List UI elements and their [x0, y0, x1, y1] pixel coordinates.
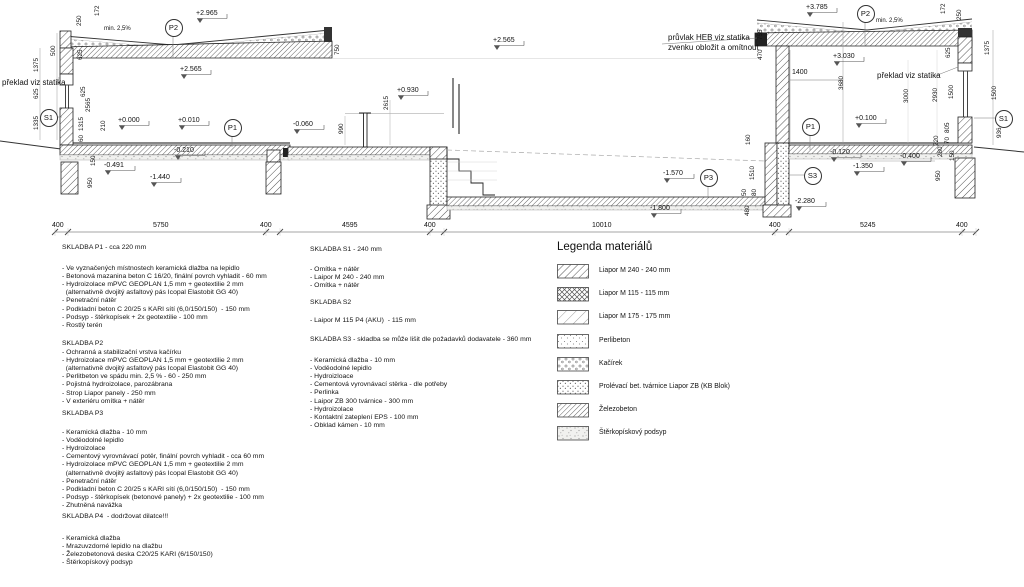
skladba-line: - Hydroizolace mPVC GEOPLAN 1,5 mm + geotextilie 2 mm [62, 281, 244, 289]
skladba-line: - Cementový vyrovnávací potěr, finální povrch vyhladit - cca 60 mm [62, 453, 265, 461]
legend-label: Kačírek [599, 359, 623, 367]
skladba-line: - Hydroizolace mPVC GEOPLAN 1,5 mm + geotextilie 2 mm [62, 461, 244, 469]
dimension-label: 1315 [78, 116, 85, 131]
skladba-line: - Podsyp - štěrkopísek (betonové panely) + 2x geotextilie - 100 mm [62, 493, 264, 501]
skladba-line: - Ochranná a stabilizační vrstva kačírku [62, 349, 181, 357]
skladba-line: - Podkladní beton C 20/25 s KARI sítí (6,0/150/150) - 150 mm [62, 485, 250, 493]
skladba-line: - Rostlý terén [62, 321, 103, 329]
skladba-s1-block [310, 246, 572, 290]
dimension-label: 2615 [383, 95, 390, 110]
elevation-label: +2.965 [196, 10, 218, 17]
legend-label: Perlibeton [599, 336, 631, 344]
elevation-label: +3.030 [833, 53, 855, 60]
section-marker-p1: P1 [224, 119, 242, 137]
p-m115-swatch [557, 287, 589, 302]
skladba-line: - Železobetonová deska C20/25 KARI (6/150/150) [62, 551, 213, 559]
elevation-label: -0.400 [900, 153, 920, 160]
legend-label: Liapor M 115 - 115 mm [599, 290, 670, 298]
dimension-label: 50 [741, 188, 748, 196]
dimension-label: 1510 [749, 165, 756, 180]
skladba-line: - Voděodolné lepidlo [62, 437, 124, 445]
skladba-line: - Štěrkopískový podsyp [62, 559, 133, 567]
dimension-label: 750 [334, 44, 341, 55]
legend-title: Legenda materiálů [557, 241, 653, 253]
p-m175-swatch [557, 310, 589, 325]
dimension-label: 2565 [85, 97, 92, 112]
skladba-line: - Betonová mazanina beton C 16/20, finální povrch vyhladit - 60 mm [62, 273, 267, 281]
skladba-line: - Laipor M 240 - 240 mm [310, 274, 385, 282]
section-marker-p1: P1 [802, 118, 820, 136]
section-marker-s1: S1 [995, 110, 1013, 128]
dimension-label: 400 [260, 222, 272, 229]
p-m240-swatch [557, 264, 589, 279]
skladba-line: - Podkladní beton C 20/25 s KARI sítí (6,0/150/150) - 150 mm [62, 305, 250, 313]
elevation-label: -1.350 [853, 163, 873, 170]
p-prolevaci-swatch [557, 380, 589, 395]
dimension-label: 400 [52, 222, 64, 229]
annotation-label: překlad viz statika [2, 78, 66, 87]
skladba-line: - Penetrační nátěr [62, 477, 117, 485]
skladba-s3-block [310, 336, 572, 430]
elevation-label: -0.210 [174, 147, 194, 154]
dimension-label: 5750 [153, 222, 169, 229]
dimension-label: 160 [745, 134, 752, 145]
elevation-label: -2.280 [795, 198, 815, 205]
skladba-line: - Podsyp - štěrkopísek + 2x geotextilie - 100 mm [62, 313, 208, 321]
elevation-label: +0.100 [855, 115, 877, 122]
skladba-s2-title: SKLADBA S2 [310, 299, 352, 306]
dimension-label: 400 [769, 222, 781, 229]
dimension-label: 172 [94, 5, 101, 16]
dimension-label: 500 [50, 45, 57, 56]
skladba-line: - Keramická dlažba [62, 535, 121, 543]
dimension-label: 950 [87, 177, 94, 188]
skladba-line: - Voděodolné lepidlo [310, 365, 372, 373]
annotation-label: zvenku obložit a omítnout [668, 43, 759, 52]
elevation-label: -0.491 [104, 162, 124, 169]
skladba-line: - Cementová vyrovnávací stěrka - dle potřeby [310, 381, 448, 389]
dimension-label: 990 [338, 123, 345, 134]
section-marker-s1: S1 [40, 109, 58, 127]
section-marker-s3: S3 [804, 167, 822, 185]
dimension-labels-layer [0, 0, 1024, 240]
dimension-label: 625 [80, 86, 87, 97]
dimension-label: 625 [945, 47, 952, 58]
dimension-label: 950 [935, 170, 942, 181]
dimension-label: 480 [744, 205, 751, 216]
elevation-label: +3.785 [806, 4, 828, 11]
dimension-label: 625 [33, 88, 40, 99]
skladba-line: - Hydroizolace [62, 445, 106, 453]
dimension-label: 80 [751, 188, 758, 196]
skladba-line: (alternativně dvojitý asfaltový pás Icopal Elastobit GG 40) [62, 469, 239, 477]
skladba-p4-block [62, 513, 324, 567]
skladba-line: - Perlinka [310, 389, 339, 397]
skladba-p2-block [62, 340, 324, 406]
dimension-label: 250 [76, 15, 83, 26]
annotation-label: průvlak HEB viz statika [668, 33, 750, 42]
dimension-label: 210 [100, 120, 107, 131]
dimension-label: 10010 [592, 222, 612, 229]
skladba-line: - Laipor M 115 P4 (AKU) - 115 mm [310, 317, 416, 325]
legend-label: Prolévací bet. tvárnice Liapor ZB (KB Blok) [599, 383, 730, 390]
skladba-p3-title: SKLADBA P3 [62, 410, 104, 417]
annotation-label: min. 2,5% [876, 18, 903, 24]
section-marker-p2: P2 [857, 5, 875, 23]
dimension-label: 3000 [903, 88, 910, 103]
skladba-p1-block [62, 244, 324, 330]
elevation-label: +0.010 [178, 117, 200, 124]
dimension-label: 1375 [984, 40, 991, 55]
elevation-label: +0.000 [118, 117, 140, 124]
annotation-label: min. 2,5% [104, 26, 131, 32]
dimension-label: 5245 [860, 222, 876, 229]
dimension-label: 805 [944, 122, 951, 133]
skladba-line: - Strop Liapor panely - 250 mm [62, 389, 156, 397]
legend-label: Liapor M 175 - 175 mm [599, 313, 671, 321]
skladba-line: - Perlitbeton ve spádu min. 2,5 % - 60 - 250 mm [62, 373, 207, 381]
dimension-label: 470 [757, 49, 764, 60]
dimension-label: 4595 [342, 222, 358, 229]
skladba-p1-title: SKLADBA P1 - cca 220 mm [62, 244, 147, 251]
skladba-line: - Kontaktní zateplení EPS - 100 mm [310, 413, 419, 421]
elevation-label: +2.565 [180, 66, 202, 73]
elevation-label: +2.565 [493, 37, 515, 44]
skladba-line: - Keramická dlažba - 10 mm [62, 429, 147, 437]
skladba-line: (alternativně dvojitý asfaltový pás Icopal Elastobit GG 40) [62, 365, 239, 373]
elevation-label: -1.440 [150, 174, 170, 181]
skladba-line: - Keramická dlažba - 10 mm [310, 357, 395, 365]
legend-label: Štěrkopískový podsyp [599, 429, 667, 437]
legend-label: Liapor M 240 - 240 mm [599, 267, 671, 274]
section-marker-p2: P2 [165, 19, 183, 37]
skladba-line: - Hydroizolace mPVC GEOPLAN 1,5 mm + geotextilie 2 mm [62, 357, 244, 365]
legend-label: Železobeton [599, 406, 637, 414]
skladba-line: - V exteriéru omítka + nátěr [62, 397, 145, 405]
skladba-line: - Laipor ZB 300 tvárnice - 300 mm [310, 397, 414, 405]
dimension-label: 60 [78, 134, 85, 142]
elevation-label: -0.120 [830, 149, 850, 156]
skladba-p4-title: SKLADBA P4 - dodržovat dilatce!!! [62, 513, 169, 520]
dimension-label: 1500 [948, 84, 955, 99]
dimension-label: 150 [949, 150, 956, 161]
dimension-label: 755 [757, 29, 764, 40]
skladba-line: - Ve vyznačených místnostech keramická dlažba na lepidlo [62, 265, 240, 273]
skladba-line: - Obklad kámen - 10 mm [310, 421, 385, 429]
dimension-label: 280 [937, 146, 944, 157]
dimension-label: 150 [90, 155, 97, 166]
dimension-label: 400 [956, 222, 968, 229]
dimension-label: 250 [956, 9, 963, 20]
p-kacirek-swatch [557, 357, 589, 372]
skladba-line: - Penetrační nátěr [62, 297, 117, 305]
elevation-label: -1.570 [663, 170, 683, 177]
skladba-line: - Omítka + nátěr [310, 266, 360, 274]
dimension-label: 1375 [33, 57, 40, 72]
dimension-label: 70 [944, 136, 951, 144]
skladba-line: - Omítka + nátěr [310, 282, 360, 290]
dimension-label: 2930 [932, 87, 939, 102]
skladba-p2-title: SKLADBA P2 [62, 340, 104, 347]
skladba-line: - Pojistná hydroizolace, parozábrana [62, 381, 173, 389]
dimension-label: 936 [996, 127, 1003, 138]
dimension-label: 1335 [33, 115, 40, 130]
p-zelezobeton-swatch [557, 403, 589, 418]
dimension-label: 1500 [991, 85, 998, 100]
elevation-label: -1.800 [650, 205, 670, 212]
p-sterk-swatch [557, 426, 589, 441]
skladba-line: - Zhutněná navážka [62, 501, 123, 509]
dimension-label: 220 [933, 135, 940, 146]
elevation-label: +0.930 [397, 87, 419, 94]
dimension-label: 1400 [792, 69, 808, 76]
skladba-line: - Hydroizolace [310, 405, 354, 413]
skladba-line: - Mrazuvzdorné lepidlo na dlažbu [62, 543, 163, 551]
dimension-label: 400 [424, 222, 436, 229]
skladba-p3-block [62, 410, 324, 510]
p-perlibeton-swatch [557, 334, 589, 349]
dimension-label: 172 [940, 3, 947, 14]
skladba-s1-title: SKLADBA S1 - 240 mm [310, 246, 382, 253]
skladba-line: (alternativně dvojitý asfaltový pás Icopal Elastobit GG 40) [62, 289, 239, 297]
skladba-s3-title: SKLADBA S3 - skladba se může lišit dle požadavků dodavatele - 360 mm [310, 336, 532, 343]
section-marker-p3: P3 [700, 169, 718, 187]
skladba-line: - Hydroizloace [310, 373, 354, 381]
dimension-label: 3680 [838, 75, 845, 90]
elevation-label: -0.060 [293, 121, 313, 128]
skladba-s2-block [310, 299, 572, 325]
annotation-label: překlad viz statika [877, 71, 941, 80]
dimension-label: 625 [77, 49, 84, 60]
